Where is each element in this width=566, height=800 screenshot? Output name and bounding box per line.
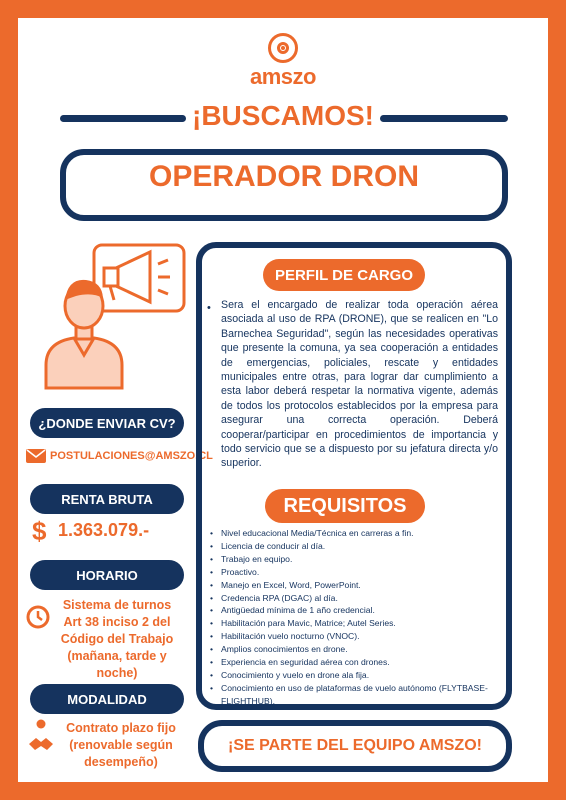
cta-text: ¡SE PARTE DEL EQUIPO AMSZO! xyxy=(228,737,482,754)
list-item: • Experiencia en seguridad aérea con drones. xyxy=(210,656,510,669)
requisitos-label-pill: REQUISITOS xyxy=(265,489,425,523)
email-address[interactable]: POSTULACIONES@AMSZO.CL xyxy=(50,450,213,462)
megaphone-icon xyxy=(94,245,184,311)
list-item: • Proactivo. xyxy=(210,566,510,579)
clock-icon xyxy=(25,604,51,630)
headline-right-bar xyxy=(380,115,508,122)
modalidad-text: Contrato plazo fijo (renovable según desempeño) xyxy=(66,721,176,769)
list-item: • Credencia RPA (DGAC) al día. xyxy=(210,592,510,605)
headline-left-bar xyxy=(60,115,186,122)
logo-mark-icon xyxy=(268,33,298,63)
person-icon xyxy=(46,280,122,388)
renta-label-pill: RENTA BRUTA xyxy=(30,484,184,514)
horario-text: Sistema de turnos Art 38 inciso 2 del Código del Trabajo (mañana, tarde y noche) xyxy=(60,598,174,680)
megaphone-person-illustration xyxy=(30,240,190,400)
perfil-bullet: • xyxy=(207,302,211,314)
brand-logo-text: amszo xyxy=(250,64,316,89)
list-item: • Nivel educacional Media/Técnica en carreras a fin. xyxy=(210,527,510,540)
list-item: • Manejo en Excel, Word, PowerPoint. xyxy=(210,579,510,592)
modalidad-label-pill: MODALIDAD xyxy=(30,684,184,714)
requisitos-list xyxy=(210,527,510,708)
currency-symbol: $ xyxy=(32,516,47,546)
list-item: • Amplios conocimientos en drone. xyxy=(210,643,510,656)
cv-label-pill: ¿DONDE ENVIAR CV? xyxy=(30,408,184,438)
salary-amount: 1.363.079.- xyxy=(58,520,150,540)
perfil-description: Sera el encargado de realizar toda operación aérea asociada al uso de RPA (DRONE), que se realicen en "Lo Barnechea Seguridad", según las necesidades operativas que presente la comuna, ya sea cooperación a entidades de emergencias, policiales, rescate y entidades municipales entre otras, para lograr dar cumplimiento a esta labor deberá respetar la normativa vigente, además de todos los protocolos establecidos por la empresa para asegurar una correcta operación. Deberá cooperar/participar en procedimientos de importancia y todo servicio que se a dispuesto por su jefatura directa y/o superior. xyxy=(221,299,498,470)
list-item: • Conocimiento y vuelo en drone ala fija. xyxy=(210,669,510,682)
horario-label-pill: HORARIO xyxy=(30,560,184,590)
job-title: OPERADOR DRON xyxy=(148,160,419,193)
handshake-icon xyxy=(27,718,55,752)
list-item: • Habilitación para Mavic, Matrice; Autel Series. xyxy=(210,617,510,630)
list-item: • Licencia de conducir al día. xyxy=(210,540,510,553)
email-icon xyxy=(25,448,47,464)
list-item: • Antigüedad mínima de 1 año credencial. xyxy=(210,604,510,617)
perfil-label-pill: PERFIL DE CARGO xyxy=(263,259,425,291)
list-item: • Habilitación vuelo nocturno (VNOC). xyxy=(210,630,510,643)
list-item: • Conocimiento en uso de plataformas de vuelo autónomo (FLYTBASE-FLIGHTHUB). xyxy=(210,682,510,708)
list-item: • Trabajo en equipo. xyxy=(210,553,510,566)
headline: ¡BUSCAMOS! xyxy=(192,100,374,131)
